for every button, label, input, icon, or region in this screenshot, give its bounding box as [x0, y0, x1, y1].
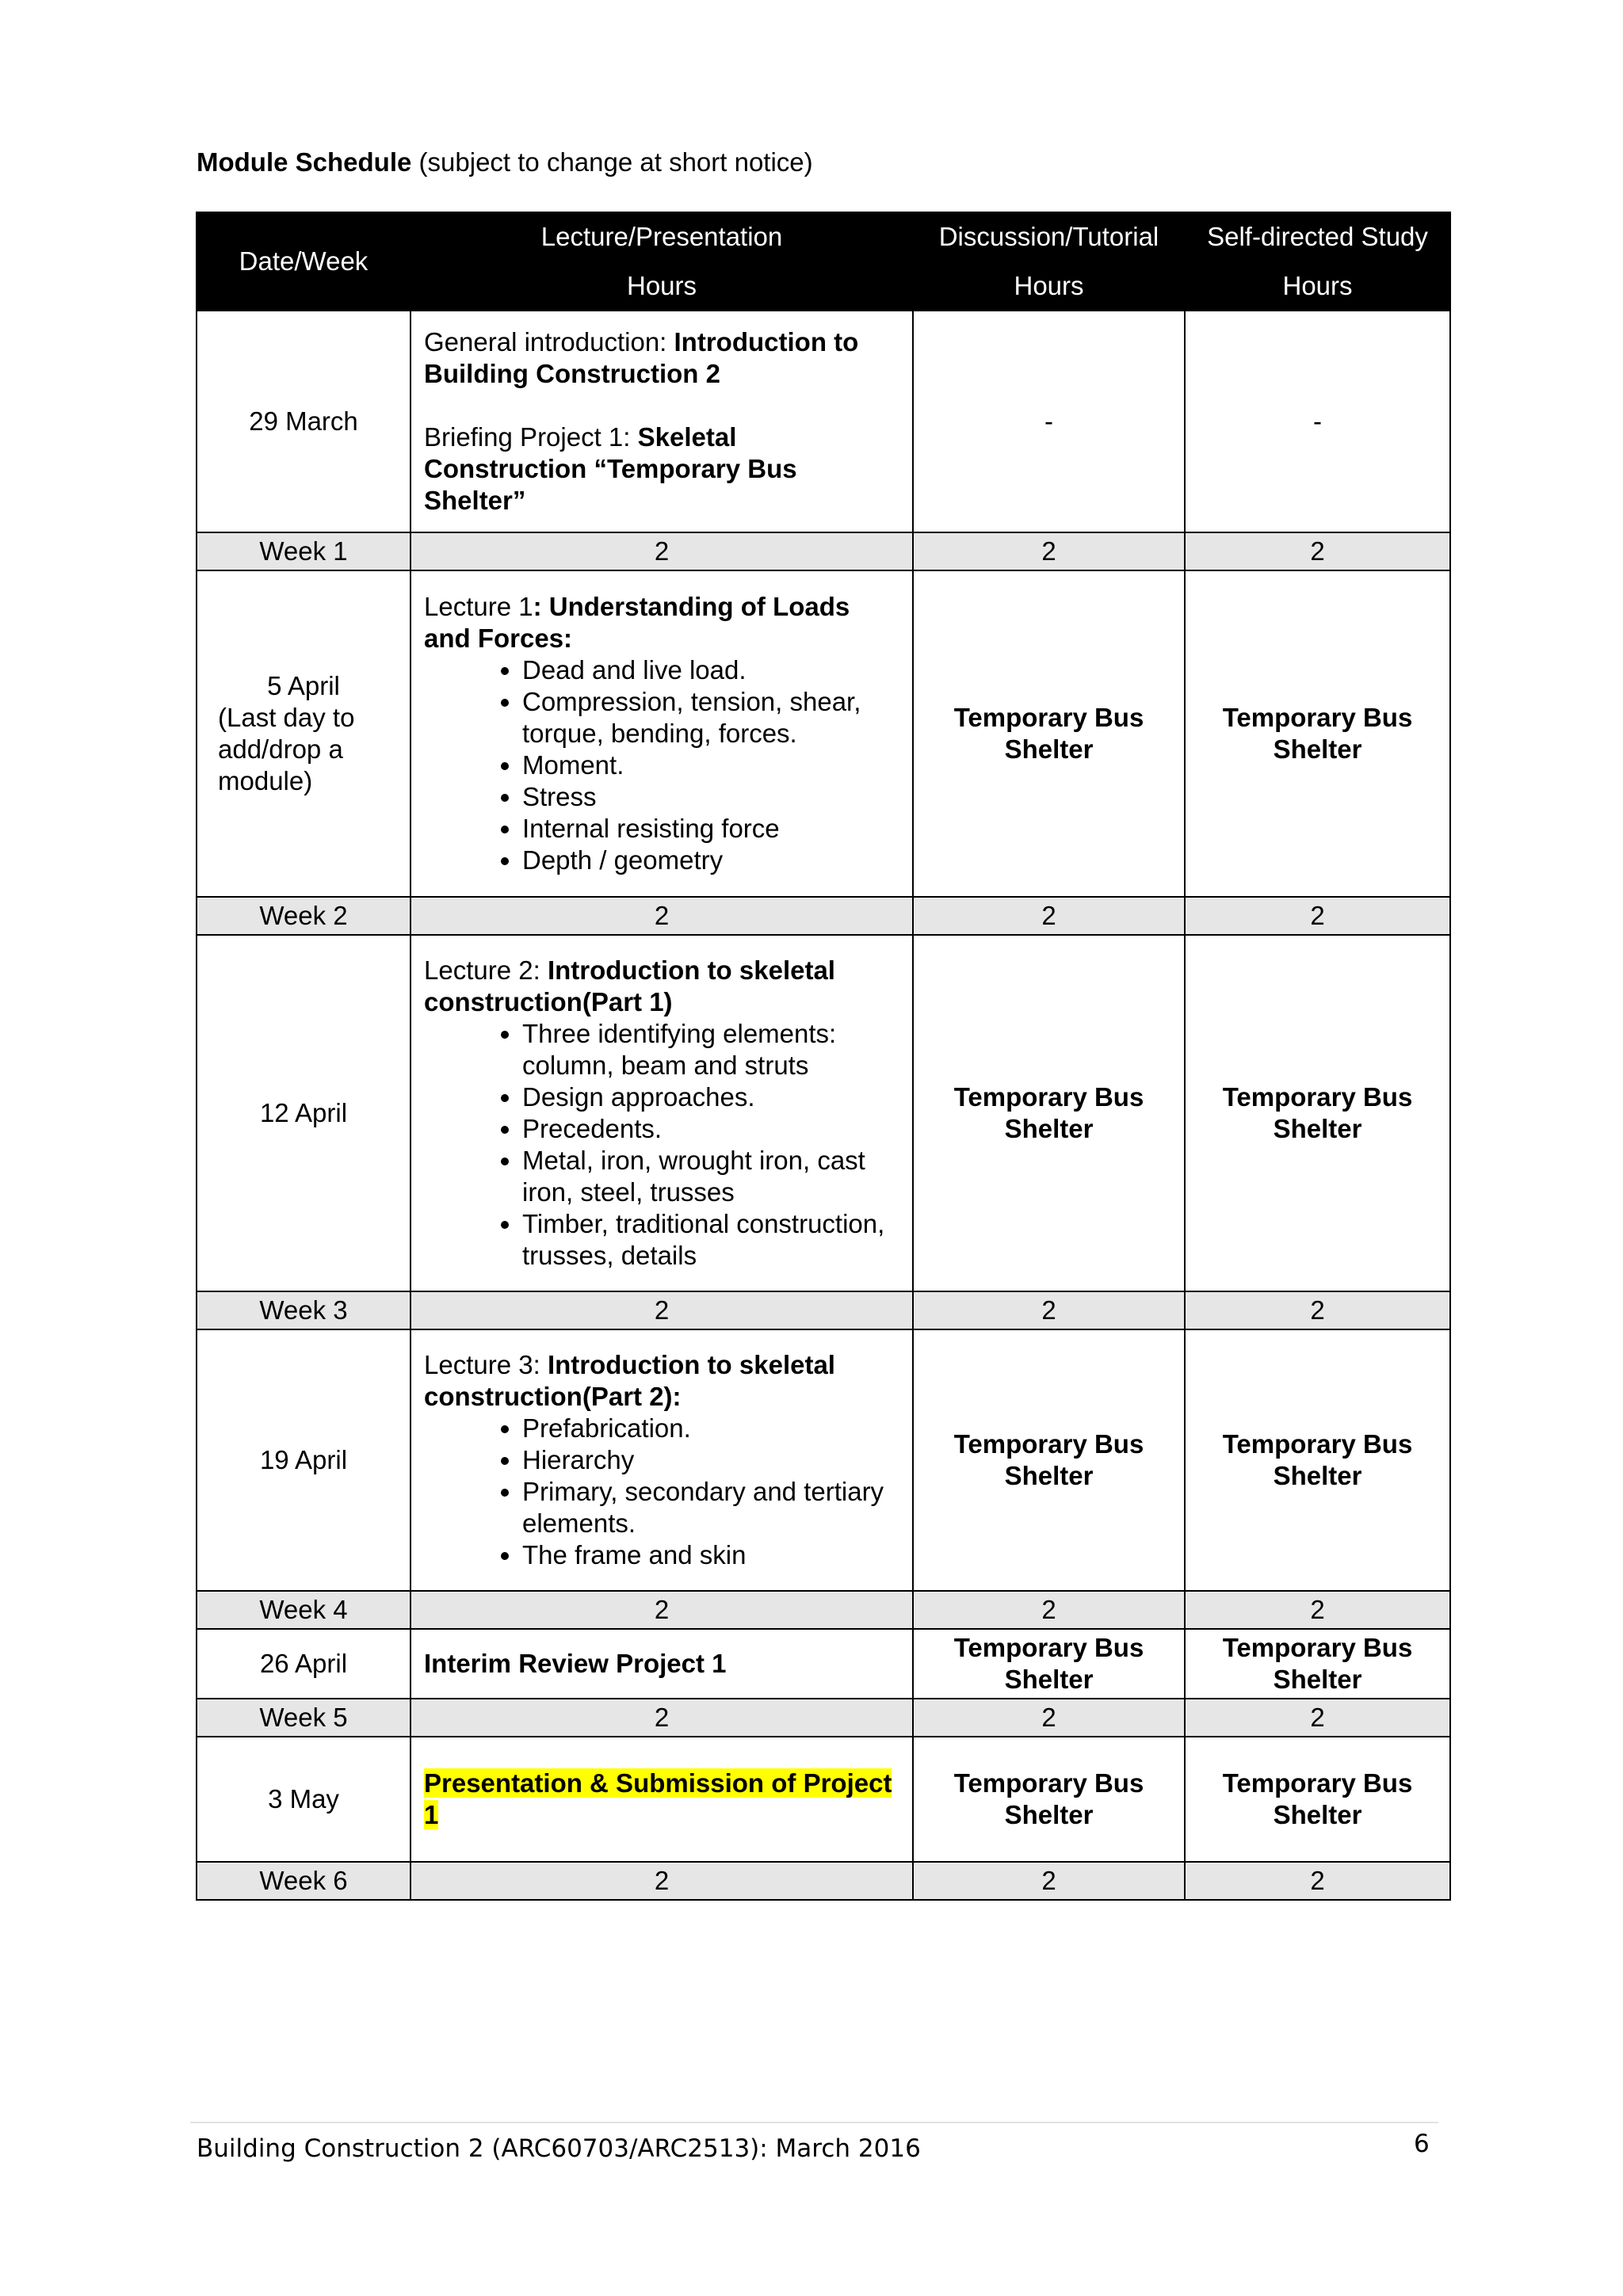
list-item: • Hierarchy [522, 1444, 899, 1476]
week-self-study-hours: 2 [1185, 1591, 1450, 1629]
week-discussion-hours: 2 [913, 1699, 1185, 1737]
week-lecture-hours: 2 [411, 1591, 913, 1629]
row-date: 12 April [197, 935, 411, 1291]
topic-text: Lecture 3: [424, 1350, 548, 1379]
week-self-study-hours: 2 [1185, 1699, 1450, 1737]
topic-bold-text: Skeletal Construction “Temporary Bus Shelter” [424, 422, 797, 515]
row-self-study: - [1185, 311, 1450, 532]
row-discussion: Temporary Bus Shelter [913, 570, 1185, 897]
week-lecture-hours: 2 [411, 1699, 913, 1737]
topic-text: General introduction: [424, 327, 674, 357]
row-discussion: Temporary Bus Shelter [913, 1737, 1185, 1862]
row-date: 19 April [197, 1329, 411, 1591]
topic-bold-text: Interim Review Project 1 [424, 1649, 727, 1678]
list-item: • Prefabrication. [522, 1413, 899, 1444]
row-discussion: Temporary Bus Shelter [913, 935, 1185, 1291]
topic-bold-text: Introduction to skeletal construction(Part 1) [424, 955, 835, 1016]
row-self-study: Temporary Bus Shelter [1185, 935, 1450, 1291]
week-row [197, 1699, 1450, 1737]
table-row [197, 1329, 1450, 1591]
week-lecture-hours: 2 [411, 897, 913, 935]
list-item: • Primary, secondary and tertiary elements. [522, 1476, 899, 1539]
list-item: • Compression, tension, shear, torque, bending, forces. [522, 686, 899, 749]
row-self-study: Temporary Bus Shelter [1185, 1629, 1450, 1699]
week-row [197, 897, 1450, 935]
week-self-study-hours: 2 [1185, 1291, 1450, 1329]
row-discussion: - [913, 311, 1185, 532]
list-item: • Metal, iron, wrought iron, cast iron, steel, trusses [522, 1145, 899, 1208]
week-lecture-hours: 2 [411, 1862, 913, 1900]
header-lecture: Lecture/Presentation [411, 212, 913, 261]
topic-bold-text: Introduction to Building Construction 2 [424, 327, 859, 388]
row-discussion: Temporary Bus Shelter [913, 1329, 1185, 1591]
week-label: Week 3 [197, 1291, 411, 1329]
module-schedule-table [196, 212, 1451, 1901]
header-self-study: Self-directed Study [1185, 212, 1450, 261]
row-topic [411, 311, 913, 532]
week-discussion-hours: 2 [913, 532, 1185, 570]
table-row [197, 311, 1450, 532]
row-date: 3 May [197, 1737, 411, 1862]
topic-title [424, 955, 899, 1018]
footer-text: Building Construction 2 (ARC60703/ARC2513): March 2016 [197, 2134, 921, 2163]
list-item: • Internal resisting force [522, 813, 899, 845]
week-label: Week 1 [197, 532, 411, 570]
week-label: Week 6 [197, 1862, 411, 1900]
week-label: Week 2 [197, 897, 411, 935]
section-heading-bold: Module Schedule [197, 147, 412, 177]
table-row [197, 1629, 1450, 1699]
topic-bullets [424, 1018, 899, 1272]
footer-divider [190, 2122, 1438, 2123]
list-item: • Three identifying elements: column, beam and struts [522, 1018, 899, 1081]
week-row [197, 1291, 1450, 1329]
week-discussion-hours: 2 [913, 1291, 1185, 1329]
week-discussion-hours: 2 [913, 1591, 1185, 1629]
week-label: Week 4 [197, 1591, 411, 1629]
topic-text: Lecture 1 [424, 592, 533, 621]
week-self-study-hours: 2 [1185, 532, 1450, 570]
section-heading-note: (subject to change at short notice) [411, 147, 813, 177]
list-item: • Stress [522, 781, 899, 813]
topic-title [424, 591, 899, 654]
row-topic [411, 1737, 913, 1862]
week-self-study-hours: 2 [1185, 1862, 1450, 1900]
row-self-study: Temporary Bus Shelter [1185, 1737, 1450, 1862]
header-hours-self-study: Hours [1185, 261, 1450, 311]
header-hours-lecture: Hours [411, 261, 913, 311]
week-discussion-hours: 2 [913, 1862, 1185, 1900]
list-item: • Moment. [522, 749, 899, 781]
list-item: • Depth / geometry [522, 845, 899, 876]
week-lecture-hours: 2 [411, 1291, 913, 1329]
header-date-week: Date/Week [197, 212, 411, 311]
row-topic [411, 1329, 913, 1591]
row-topic [411, 1629, 913, 1699]
row-topic [411, 935, 913, 1291]
week-row [197, 532, 1450, 570]
row-date [197, 570, 411, 897]
row-self-study: Temporary Bus Shelter [1185, 570, 1450, 897]
topic-text: Lecture 2: [424, 955, 548, 985]
table-row [197, 570, 1450, 897]
row-date-line: 5 April [267, 671, 340, 700]
week-label: Week 5 [197, 1699, 411, 1737]
topic-bold-text: Introduction to skeletal construction(Part 2): [424, 1350, 835, 1411]
week-discussion-hours: 2 [913, 897, 1185, 935]
week-lecture-hours: 2 [411, 532, 913, 570]
row-self-study: Temporary Bus Shelter [1185, 1329, 1450, 1591]
row-discussion: Temporary Bus Shelter [913, 1629, 1185, 1699]
section-heading [197, 147, 813, 177]
topic-paragraph [424, 326, 899, 390]
table-row [197, 1737, 1450, 1862]
list-item: • Design approaches. [522, 1081, 899, 1113]
list-item: • Precedents. [522, 1113, 899, 1145]
week-row [197, 1862, 1450, 1900]
table-row [197, 935, 1450, 1291]
row-date-note: (Last day to add/drop a module) [218, 703, 355, 795]
row-topic [411, 570, 913, 897]
header-hours-discussion: Hours [913, 261, 1185, 311]
page-number: 6 [1414, 2130, 1430, 2158]
topic-title [424, 1349, 899, 1413]
topic-bullets [424, 1413, 899, 1571]
topic-bold-text: : Understanding of Loads and Forces: [424, 592, 850, 653]
row-date: 29 March [197, 311, 411, 532]
highlighted-topic: Presentation & Submission of Project 1 [424, 1768, 892, 1829]
topic-bullets [424, 654, 899, 876]
topic-text: Briefing Project 1: [424, 422, 638, 452]
list-item: • The frame and skin [522, 1539, 899, 1571]
list-item: • Timber, traditional construction, trusses, details [522, 1208, 899, 1272]
header-discussion: Discussion/Tutorial [913, 212, 1185, 261]
row-date: 26 April [197, 1629, 411, 1699]
topic-paragraph [424, 421, 899, 517]
week-row [197, 1591, 1450, 1629]
week-self-study-hours: 2 [1185, 897, 1450, 935]
list-item: • Dead and live load. [522, 654, 899, 686]
